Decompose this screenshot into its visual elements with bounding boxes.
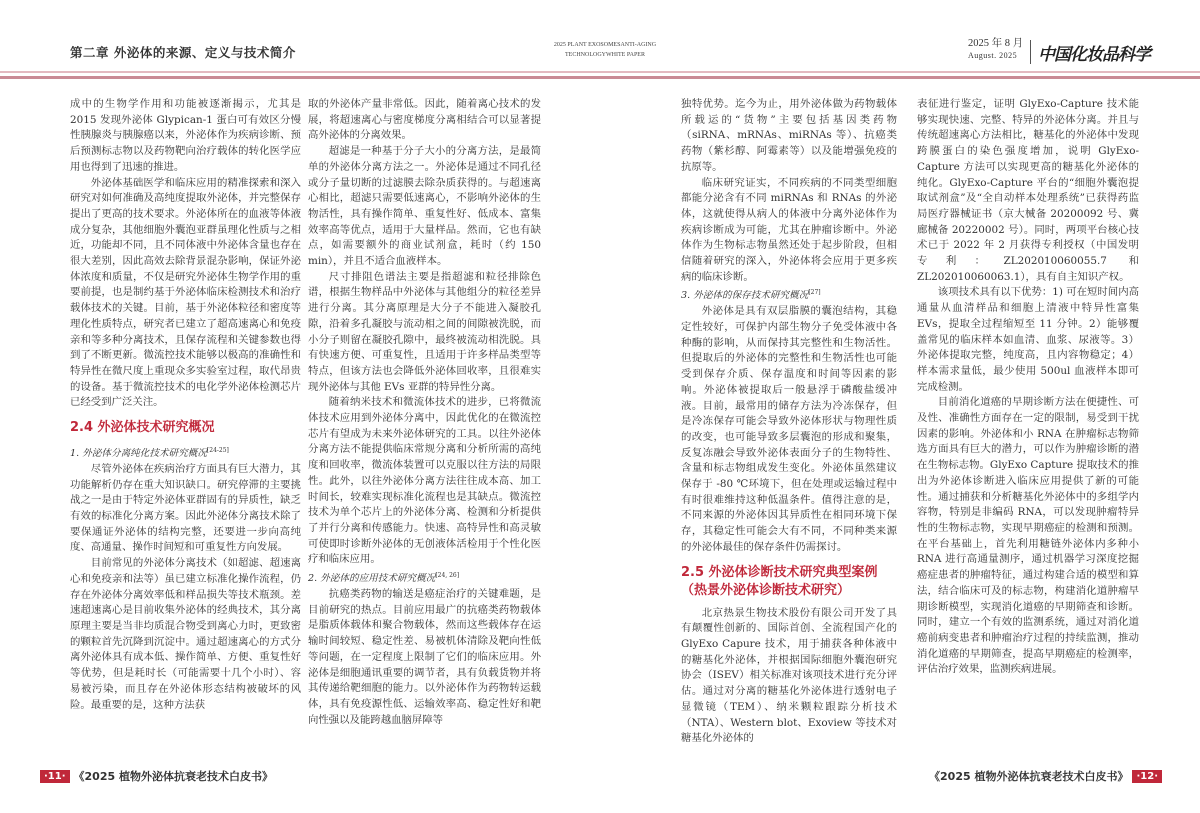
subsection-title: 2. 外泌体的应用技术研究概况 <box>308 573 436 585</box>
english-title-line2: TECHNOLOGYWHITE PAPER <box>565 52 645 58</box>
footer-left <box>40 768 277 784</box>
subsection-heading <box>681 285 897 304</box>
paragraph: 独特优势。迄今为止，用外泌体做为药物载体所载运的“货物”主要包括基因类药物（siRNA、mRNAs、miRNAs 等）、抗癌类药物（紫杉醇、阿霉素等）以及能增强免疫的抗原等。 <box>681 98 897 173</box>
subsection-title: 3. 外泌体的保存技术研究概况 <box>681 290 809 302</box>
header-rule-thin <box>0 71 1200 73</box>
paragraph: 表征进行鉴定，证明 GlyExo-Capture 技术能够实现快速、完整、特异的外泌体分离。并且与传统超速离心方法相比，糖基化的外泌体中发现跨膜蛋白的染色强度增加，说明 GlyExo-Capture 方法可以实现更高的糖基化外泌体的纯化。GlyExo-Capture 平台的“细胞外囊泡提取试剂盒”及“全自动样本处理系统”已获得药监局医疗器械证书（京大械备 20200092 号、冀廊械备 20220002 号）。同时，两项平台核心技术已于 2022 年 2 月获得专利授权（中国发明专利：ZL202010060055.7 和 ZL202010060063.1），具有自主知识产权。 <box>917 98 1139 283</box>
paragraph: 该项技术具有以下优势：1) 可在短时间内高通量从血清样品和细胞上清液中特异性富集 EVs，提取全过程缩短至 11 分钟。2）能够覆盖常见的临床样本如血清、血浆、尿液等。3）外泌体提取完整，纯度高，且内容物稳定；4）样本需求量低，最少使用 500ul 血液样本即可完成检测。 <box>917 286 1139 393</box>
page-number-left: ·11· <box>40 770 70 783</box>
section-heading: 2.4 外泌体技术研究概况 <box>70 420 215 436</box>
text-column-3 <box>681 97 897 747</box>
paragraph: 外泌体是具有双层脂膜的囊泡结构，其稳定性较好，可保护内部生物分子免受体液中各种酶的影响，从而保持其完整性和生物活性。但提取后的外泌体的完整性和生物活性也可能受到保存介质、保存温度和时间等因素的影响。外泌体被提取后一般悬浮于磷酸盐缓冲液。目前，最常用的储存方法为冷冻保存，但是冷冻保存可能会导致外泌体形状与物理性质的改变，也可能导致多层囊泡的形成和聚集，反复冻融会导致外泌体表面分子的生物特性、含量和标志物组成发生变化。外泌体虽然建议保存于 -80 ℃环境下，但在处理或运输过程中有时很难维持这种低温条件。值得注意的是，不同来源的外泌体因其异质性在相同环境下保存，其稳定性可能会大有不同，不同种类来源的外泌体最佳的保存条件仍需探讨。 <box>681 305 897 553</box>
subsection-title: 1. 外泌体分离纯化技术研究概况 <box>70 448 207 460</box>
chapter-title: 第二章 外泌体的来源、定义与技术简介 <box>70 45 296 60</box>
text-column-1 <box>70 97 301 713</box>
footer-book-title-right: 《2025 植物外泌体抗衰老技术白皮书》 <box>929 770 1129 783</box>
issue-date-en: August. 2025 <box>968 51 1018 60</box>
subsection-heading <box>70 443 301 462</box>
citation-ref: [27] <box>808 289 821 297</box>
footer-right <box>925 768 1162 784</box>
paragraph: 随着纳米技术和微流体技术的进步，已将微流体技术应用到外泌体分离中，因此优化的在微流控芯片有望成为未来外泌体研究的工具。以往外泌体分离方法不能提供临床常规分离和分析所需的高纯度和回收率，微流体装置可以克服以往方法的局限性。此外，以往外泌体分离方法往往成本高、加工时间长，较难实现标准化流程也是其缺点。微流控技术为单个芯片上的外泌体分离、检测和分析提供了并行分离和传感能力。快速、高特异性和高灵敏可使即时诊断外泌体的无创液体活检用于个性化医疗和临床应用。 <box>308 396 541 566</box>
issue-date-cn: 2025 年 8 月 <box>968 38 1024 49</box>
header-rule-thick <box>0 76 1200 79</box>
footer-book-title-left: 《2025 植物外泌体抗衰老技术白皮书》 <box>73 770 273 783</box>
english-title-line1: 2025 PLANT EXOSOMESANTI-AGING <box>553 42 657 48</box>
paragraph: 取的外泌体产量非常低。因此，随着离心技术的发展，将超速离心与密度梯度分离相结合可以显著提高外泌体的分离效果。 <box>308 98 541 142</box>
subsection-heading <box>308 568 541 587</box>
paragraph: 北京热景生物技术股份有限公司开发了具有颠覆性创新的、国际首创、全流程国产化的 GlyExo Capure 技术，用于捕获各种体液中的糖基化外泌体，并根据国际细胞外囊泡研究协会（ISEV）相关标准对该项技术进行充分评估。通过对分离的糖基化外泌体进行透射电子显微镜（TEM）、纳米颗粒跟踪分析技术（NTA）、Western blot、Exoview 等技术对糖基化外泌体的 <box>681 606 897 745</box>
paragraph: 目前消化道癌的早期诊断方法在便捷性、可及性、准确性方面存在一定的限制，易受到干扰因素的影响。外泌体和小 RNA 在肿瘤标志物筛选方面具有巨大的潜力，可以作为肿瘤诊断的潜在生物标志物。GlyExo Capture 提取技术的推出为外泌体诊断进入临床应用提供了新的可能性。通过捕获和分析糖基化外泌体中的多组学内容物，特别是非编码 RNA，可以发现肿瘤特异性的生物标志物，实现早期癌症的检测和预测。在平台基础上，首先利用糖链外泌体内多种小 RNA 进行高通量测序，通过机器学习深度挖掘癌症患者的肿瘤特征，通过构建合适的模型和算法，结合临床可及的标志物，构建消化道肿瘤早期诊断模型，实现消化道癌的早期筛查和诊断。同时，建立一个有效的监测系统，通过对消化道癌前病变患者和肿瘤治疗过程的持续监测，推动消化道癌的早期筛查，提高早期癌症的检测率，评估治疗效果，监测疾病进展。 <box>917 396 1139 676</box>
paragraph: 外泌体基础医学和临床应用的精准探索和深入研究对如何准确及高纯度提取外泌体，并完整保存提出了更高的技术要求。外泌体所在的血液等体液成分复杂，其他细胞外囊泡亚群虽理化性质与之相近，功能却不同，且不同体液中外泌体含量也存在很大差别，因此高效去除背景混杂影响，保证外泌体浓度和质量，不仅是研究外泌体生物学作用的重要前提，也是制约基于外泌体临床检测技术和治疗载体技术的关键。目前，基于外泌体粒径和密度等理化性质特点，研究者已建立了超高速离心和免疫亲和等多种分离技术，且保存流程和关键参数也得到了不断更新。微流控技术能够以极高的准确性和特异性在微尺度上重现众多实验室过程，取代昂贵的设备。基于微流控技术的电化学外泌体检测芯片已经受到广泛关注。 <box>70 176 301 409</box>
paragraph: 尺寸排阻色谱法主要是指超滤和粒径排除色谱，根据生物样品中外泌体与其他组分的粒径差异进行分离。其分离原理是大分子不能进入凝胶孔隙，沿着多孔凝胶与流动相之间的间隙被洗脱，而小分子则留在凝胶孔隙中，最终被流动相洗脱。具有快速方便、可重复性，且适用于许多样品类型等特点，但该方法也会降低外泌体回收率，且很难实现外泌体与其他 EVs 亚群的特异性分离。 <box>308 270 541 393</box>
citation-ref: [24, 26] <box>435 572 460 580</box>
section-heading: 2.5 外泌体诊断技术研究典型案例（热景外泌体诊断技术研究） <box>681 564 878 598</box>
paragraph: 超滤是一种基于分子大小的分离方法，是最简单的外泌体分离方法之一。外泌体是通过不同孔径或分子量切断的过滤膜去除杂质获得的。与超速离心相比，超滤只需要低速离心，不影响外泌体的生物活性，具有操作简单、重复性好、低成本、富集效率高等优点，适用于大量样品。然而，它也有缺点，如需要额外的商业试剂盒，耗时（约 150 min），并且不适合血液样本。 <box>308 145 541 268</box>
citation-ref: [24-25] <box>206 447 229 455</box>
page-number-right: ·12· <box>1132 770 1162 783</box>
paragraph: 抗癌类药物的输送是癌症治疗的关键难题，是目前研究的热点。目前应用最广的抗癌类药物载体是脂质体载体和聚合物载体，然而这些载体存在运输时间较短、稳定性差、易被机体清除及靶向性低等问题，在一定程度上限制了它们的临床应用。外泌体是细胞通讯重要的调节者，具有负载货物并将其传递给靶细胞的能力。以外泌体作为药物转运载体，具有免疫源性低、运输效率高、稳定性好和靶向性强以及能跨越血脑屏障等 <box>308 587 541 726</box>
issue-date <box>968 38 1023 62</box>
paragraph: 尽管外泌体在疾病治疗方面具有巨大潜力，其功能解析仍存在重大知识缺口。研究停滞的主要挑战之一是由于特定外泌体亚群固有的异质性，缺乏有效的标准化分离方案。因此外泌体分离技术除了要保通证外泌体的结构完整，还要进一步向高纯度、高通量、操作时间短和可重复性方向发展。 <box>70 462 301 554</box>
header-divider <box>1030 40 1031 64</box>
english-title <box>540 40 670 60</box>
paragraph: 目前常见的外泌体分离技术（如超滤、超速离心和免疫亲和法等）虽已建立标准化操作流程，仍存在外泌体分离效率低和样品损失等技术瓶颈。差速超速离心是目前收集外泌体的经典技术，其分离原理主要是当非均质混合物受到离心力时，更致密的颗粒首先沉降到沉淀中。通过超速离心的方式分离外泌体具有成本低、操作简单、方便、重复性好等优势，但是耗时长（可能需要十几个小时）、容易被污染，而且存在外泌体形态结构被破坏的风险。最重要的是，这种方法获 <box>70 557 301 711</box>
paragraph: 临床研究证实，不同疾病的不同类型细胞都能分泌含有不同 miRNAs 和 RNAs 的外泌体，这就使得从病人的体液中分离外泌体作为疾病诊断成为可能，尤其在肿瘤诊断中。外泌体作为生物标志物虽然还处于起步阶段，但相信随着研究的深入，外泌体将会应用于更多疾病的临床诊断。 <box>681 176 897 283</box>
text-column-2 <box>308 97 541 728</box>
text-column-4 <box>917 97 1139 678</box>
paragraph: 成中的生物学作用和功能被逐渐揭示，尤其是 2015 发现外泌体 Glypican-1 蛋白可有效区分慢性胰腺炎与胰腺癌以来，外泌体作为疾病诊断、预后预测标志物以及药物靶向治疗载体的转化医学应用也得到了迅速的推进。 <box>70 98 301 173</box>
magazine-logo: 中国化妆品科学 <box>1038 45 1150 65</box>
